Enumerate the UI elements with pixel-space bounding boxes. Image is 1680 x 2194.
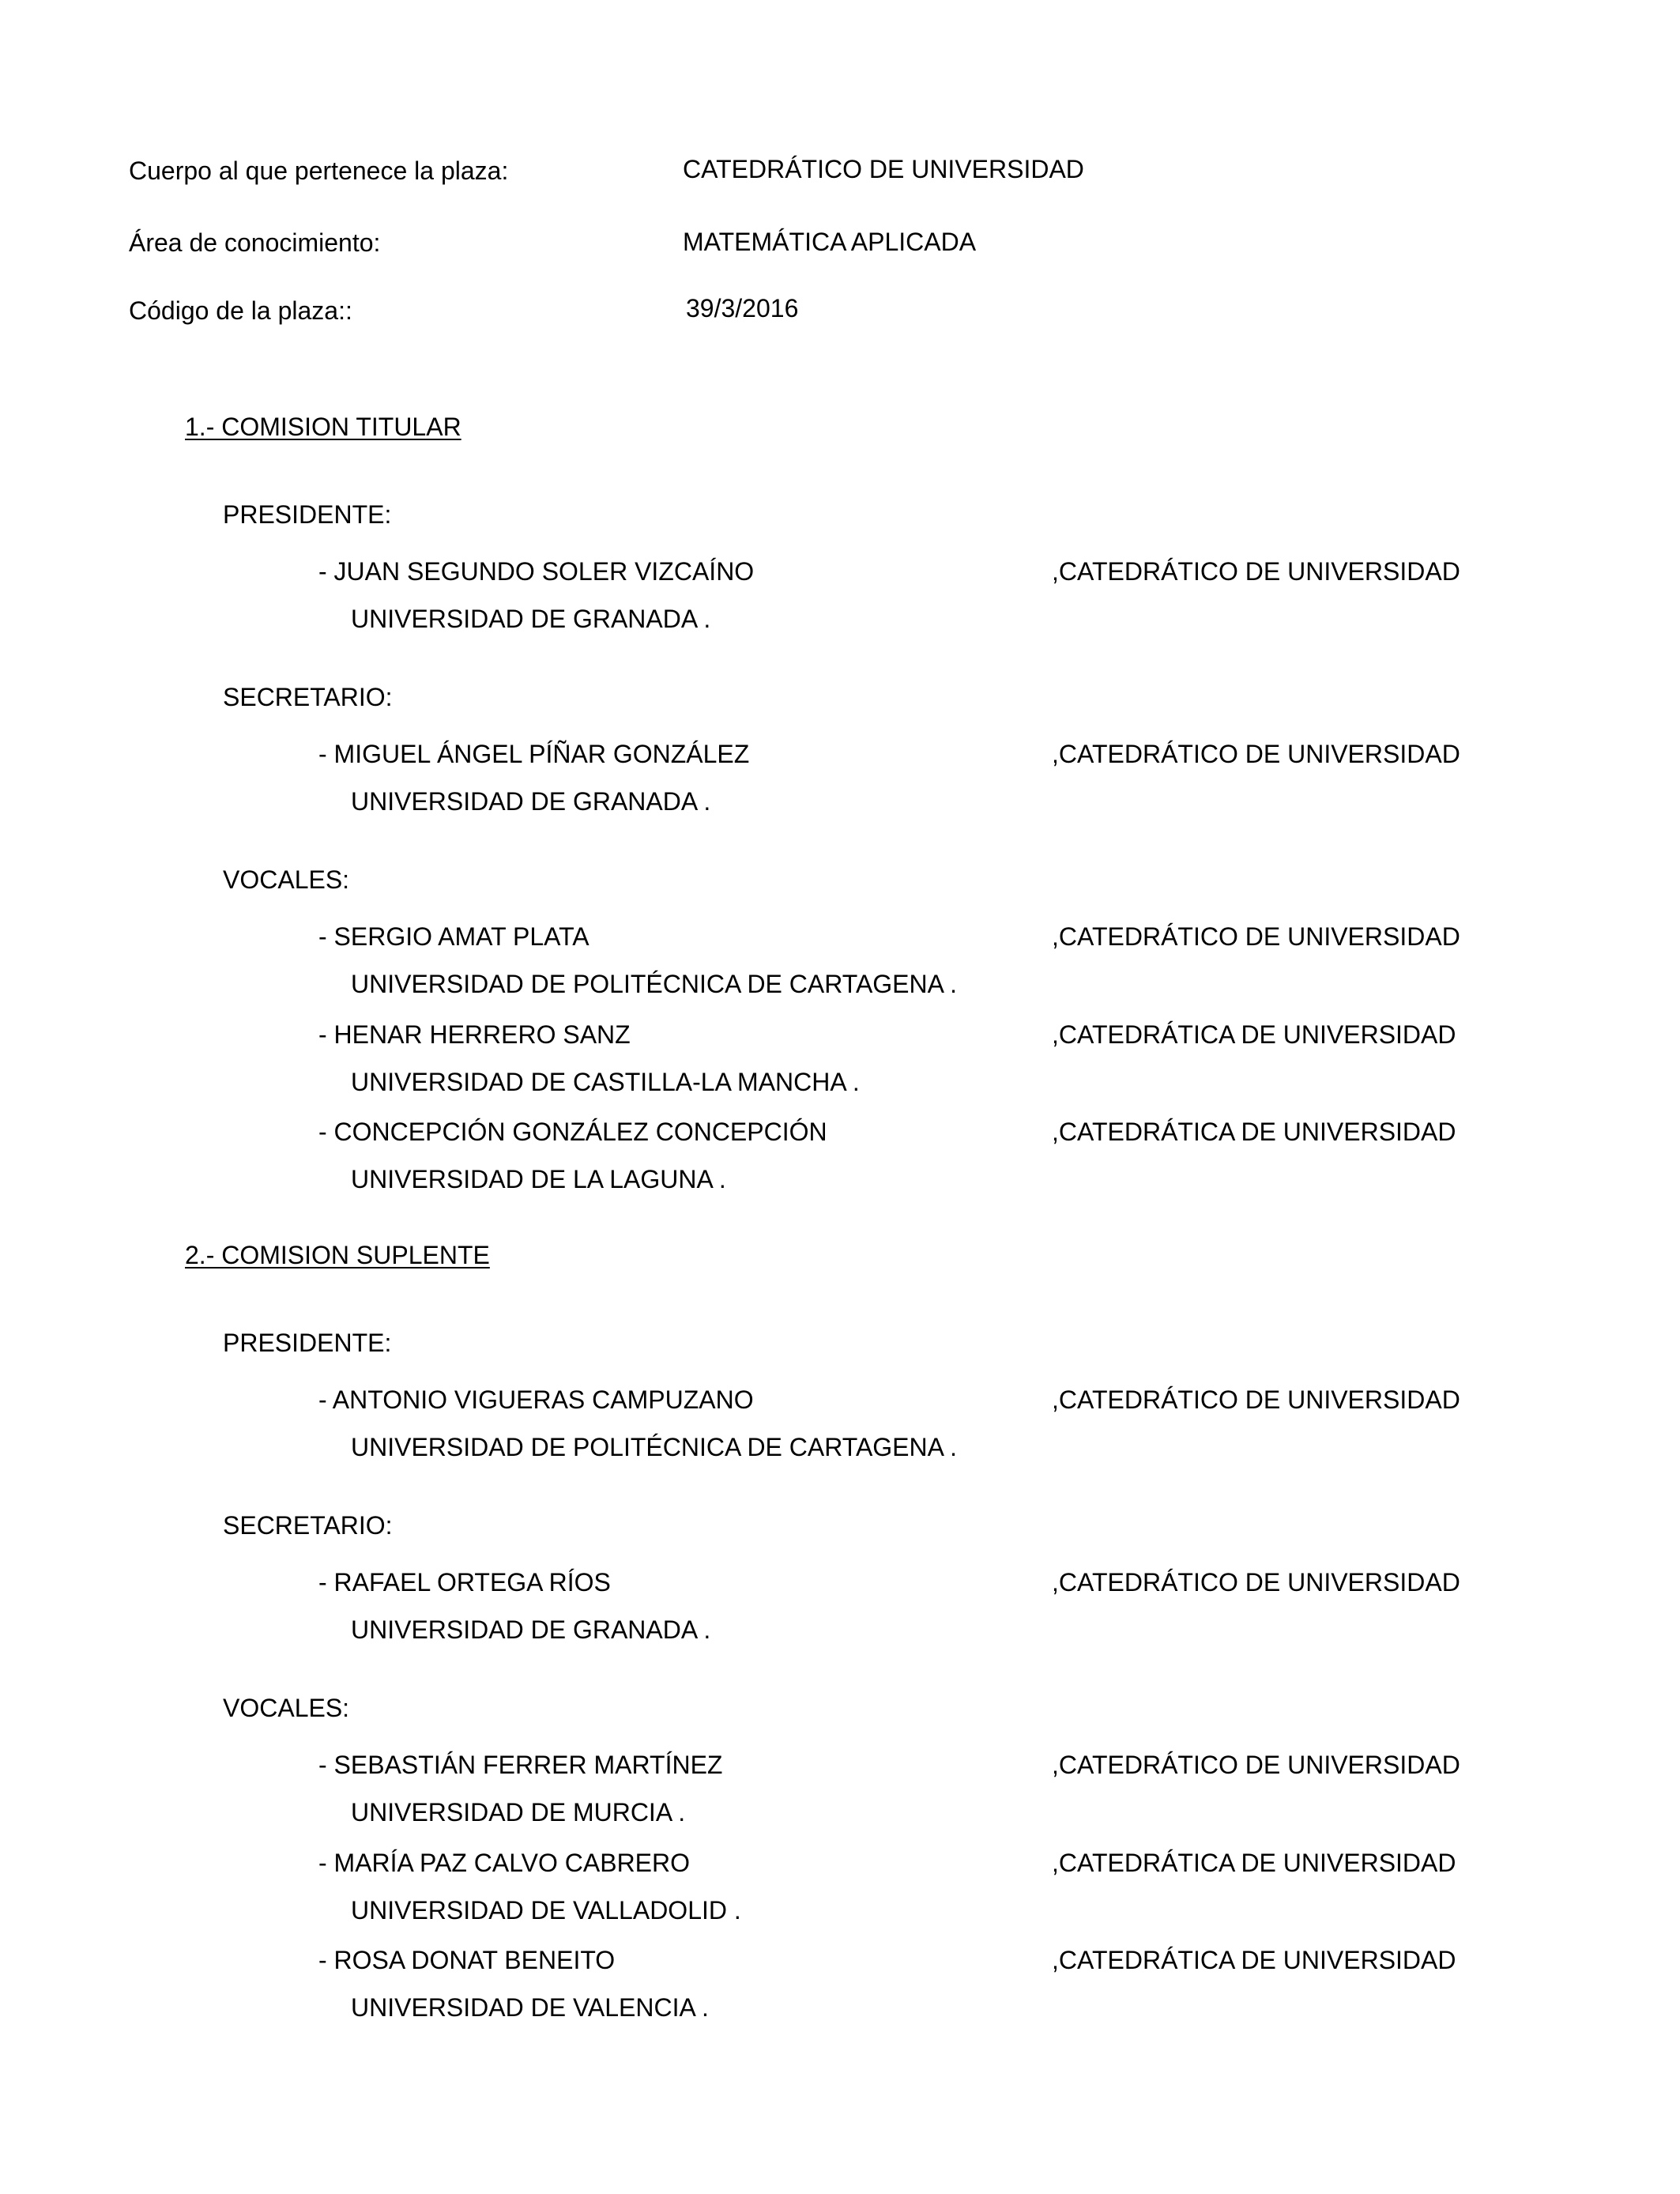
suplente-vocal-3-university: UNIVERSIDAD DE VALENCIA . [351,1993,709,2022]
suplente-vocal-1-university: UNIVERSIDAD DE MURCIA . [351,1798,686,1826]
suplente-vocal-3-name: - ROSA DONAT BENEITO [318,1946,616,1974]
area-label: Área de conocimiento: [129,228,381,257]
suplente-vocal-2-role: ,CATEDRÁTICA DE UNIVERSIDAD [1052,1849,1456,1877]
suplente-secretario-name: - RAFAEL ORTEGA RÍOS [318,1568,611,1596]
codigo-value: 39/3/2016 [686,294,799,322]
titular-secretario-name: - MIGUEL ÁNGEL PÍÑAR GONZÁLEZ [318,740,750,768]
suplente-secretario-label: SECRETARIO: [223,1511,393,1540]
titular-vocal-2-role: ,CATEDRÁTICA DE UNIVERSIDAD [1052,1020,1456,1049]
titular-secretario-label: SECRETARIO: [223,683,393,711]
titular-secretario-role: ,CATEDRÁTICO DE UNIVERSIDAD [1052,740,1460,768]
suplente-presidente-label: PRESIDENTE: [223,1329,392,1357]
suplente-secretario-role: ,CATEDRÁTICO DE UNIVERSIDAD [1052,1568,1460,1596]
titular-secretario-university: UNIVERSIDAD DE GRANADA . [351,787,711,816]
titular-vocal-3-university: UNIVERSIDAD DE LA LAGUNA . [351,1165,726,1193]
codigo-label: Código de la plaza:: [129,296,352,325]
titular-vocales-label: VOCALES: [223,865,350,894]
suplente-presidente-role: ,CATEDRÁTICO DE UNIVERSIDAD [1052,1385,1460,1414]
cuerpo-value: CATEDRÁTICO DE UNIVERSIDAD [683,155,1084,183]
cuerpo-label: Cuerpo al que pertenece la plaza: [129,156,509,185]
titular-presidente-name: - JUAN SEGUNDO SOLER VIZCAÍNO [318,557,755,586]
suplente-presidente-name: - ANTONIO VIGUERAS CAMPUZANO [318,1385,754,1414]
titular-heading: 1.- COMISION TITULAR [185,413,461,441]
suplente-presidente-university: UNIVERSIDAD DE POLITÉCNICA DE CARTAGENA . [351,1433,957,1461]
titular-presidente-university: UNIVERSIDAD DE GRANADA . [351,605,711,633]
suplente-vocal-1-name: - SEBASTIÁN FERRER MARTÍNEZ [318,1751,723,1779]
titular-vocal-3-role: ,CATEDRÁTICA DE UNIVERSIDAD [1052,1118,1456,1146]
titular-vocal-2-university: UNIVERSIDAD DE CASTILLA-LA MANCHA . [351,1068,860,1096]
suplente-vocal-2-name: - MARÍA PAZ CALVO CABRERO [318,1849,691,1877]
titular-vocal-1-university: UNIVERSIDAD DE POLITÉCNICA DE CARTAGENA . [351,970,957,998]
suplente-secretario-university: UNIVERSIDAD DE GRANADA . [351,1615,711,1644]
titular-presidente-role: ,CATEDRÁTICO DE UNIVERSIDAD [1052,557,1460,586]
titular-vocal-3-name: - CONCEPCIÓN GONZÁLEZ CONCEPCIÓN [318,1118,827,1146]
suplente-vocal-1-role: ,CATEDRÁTICO DE UNIVERSIDAD [1052,1751,1460,1779]
titular-vocal-1-role: ,CATEDRÁTICO DE UNIVERSIDAD [1052,922,1460,951]
suplente-heading: 2.- COMISION SUPLENTE [185,1241,490,1269]
suplente-vocales-label: VOCALES: [223,1694,350,1722]
suplente-vocal-2-university: UNIVERSIDAD DE VALLADOLID . [351,1896,741,1924]
area-value: MATEMÁTICA APLICADA [683,228,977,256]
titular-vocal-1-name: - SERGIO AMAT PLATA [318,922,590,951]
suplente-vocal-3-role: ,CATEDRÁTICA DE UNIVERSIDAD [1052,1946,1456,1974]
titular-presidente-label: PRESIDENTE: [223,500,392,529]
titular-vocal-2-name: - HENAR HERRERO SANZ [318,1020,631,1049]
